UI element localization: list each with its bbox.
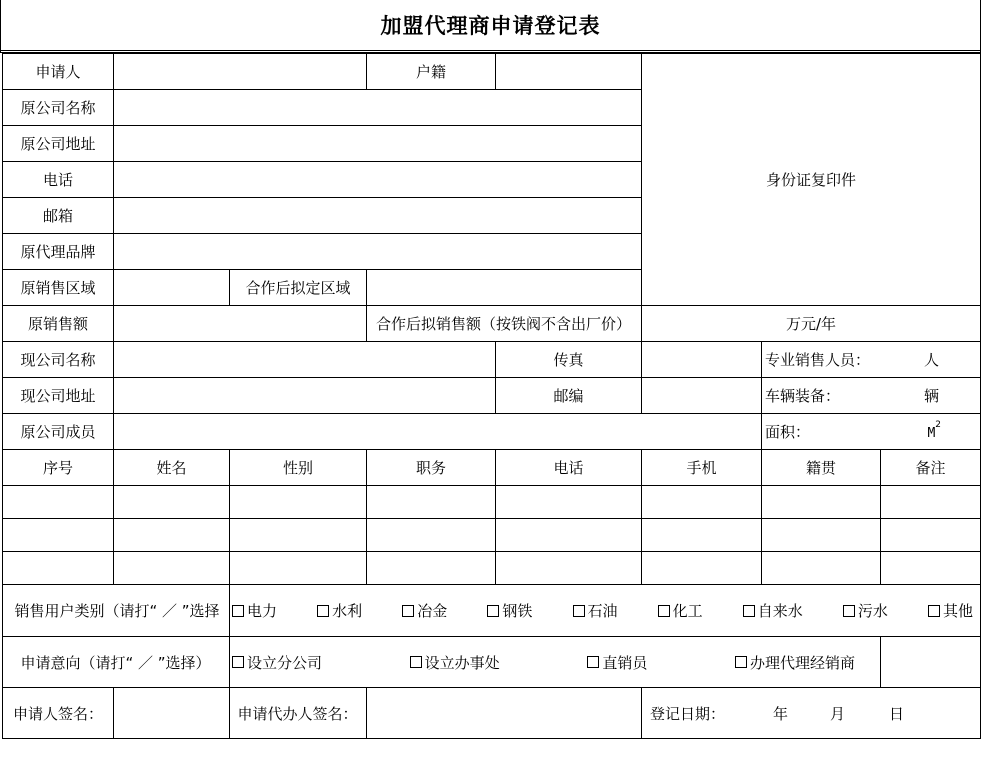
checkbox-icon [232, 605, 244, 617]
reg-date-field[interactable] [642, 688, 981, 739]
applicant-label: 申请人 [3, 54, 114, 90]
member-cell[interactable] [3, 552, 114, 585]
member-cell[interactable] [230, 519, 367, 552]
area-label: 面积： [765, 423, 811, 441]
checkbox-sewage[interactable] [843, 600, 888, 621]
member-row [3, 486, 981, 519]
household-field[interactable] [496, 54, 642, 90]
header-native-place: 籍贯 [762, 450, 881, 486]
member-cell[interactable] [762, 519, 881, 552]
checkbox-petroleum[interactable] [573, 600, 618, 621]
member-cell[interactable] [114, 552, 230, 585]
checkbox-metallurgy[interactable] [402, 600, 447, 621]
vehicles-field[interactable] [762, 378, 981, 414]
postcode-label: 邮编 [496, 378, 642, 414]
option-label: 办理代理经销商 [749, 653, 855, 672]
header-gender: 性别 [230, 450, 367, 486]
member-row [3, 552, 981, 585]
checkbox-icon [232, 656, 244, 668]
member-cell[interactable] [762, 486, 881, 519]
checkbox-water-conservancy[interactable] [317, 600, 362, 621]
option-label: 石油 [587, 602, 618, 620]
checkbox-icon [843, 605, 855, 617]
vehicle-unit: 辆 [924, 387, 940, 405]
agent-sign-field[interactable] [367, 688, 642, 739]
checkbox-chemical[interactable] [658, 600, 703, 621]
header-index: 序号 [3, 450, 114, 486]
household-label: 户籍 [367, 54, 496, 90]
orig-region-field[interactable] [114, 270, 230, 306]
orig-members-field[interactable] [114, 414, 762, 450]
area-field[interactable] [762, 414, 981, 450]
member-cell[interactable] [3, 519, 114, 552]
checkbox-power[interactable] [232, 600, 277, 621]
planned-region-field[interactable] [367, 270, 642, 306]
id-copy-label: 身份证复印件 [766, 171, 857, 189]
member-cell[interactable] [367, 486, 496, 519]
member-cell[interactable] [642, 486, 762, 519]
agent-sign-label: 申请代办人签名： [230, 688, 367, 739]
cur-address-field[interactable] [114, 378, 496, 414]
date-year: 年 [773, 704, 789, 723]
phone-label: 电话 [3, 162, 114, 198]
planned-region-label: 合作后拟定区域 [230, 270, 367, 306]
date-day: 日 [889, 704, 905, 723]
row-cur-company [3, 342, 981, 378]
option-label: 冶金 [417, 602, 448, 620]
orig-sales-field[interactable] [114, 306, 367, 342]
member-cell[interactable] [367, 519, 496, 552]
row-customer-category [3, 585, 981, 637]
orig-brand-label: 原代理品牌 [3, 234, 114, 270]
checkbox-icon [317, 605, 329, 617]
option-label: 其他 [943, 602, 974, 620]
member-table-header [3, 450, 981, 486]
member-cell[interactable] [114, 486, 230, 519]
checkbox-icon [410, 656, 422, 668]
header-name: 姓名 [114, 450, 230, 486]
applicant-sign-label: 申请人签名： [3, 688, 114, 739]
orig-address-label: 原公司地址 [3, 126, 114, 162]
checkbox-icon [402, 605, 414, 617]
fax-label: 传真 [496, 342, 642, 378]
row-orig-members [3, 414, 981, 450]
orig-address-field[interactable] [114, 126, 642, 162]
orig-brand-field[interactable] [114, 234, 642, 270]
title-divider [0, 50, 981, 51]
checkbox-steel[interactable] [487, 600, 532, 621]
option-label: 自来水 [757, 602, 803, 620]
postcode-field[interactable] [642, 378, 762, 414]
checkbox-direct-seller[interactable] [587, 652, 647, 673]
option-label: 污水 [857, 602, 888, 620]
member-cell[interactable] [114, 519, 230, 552]
row-signatures [3, 688, 981, 739]
member-cell[interactable] [230, 486, 367, 519]
area-unit-superscript: 2 [935, 419, 942, 430]
sales-staff-label: 专业销售人员： [765, 351, 871, 369]
orig-sales-label: 原销售额 [3, 306, 114, 342]
intent-extra-field[interactable] [881, 637, 981, 688]
member-cell[interactable] [230, 552, 367, 585]
member-cell[interactable] [3, 486, 114, 519]
checkbox-icon [743, 605, 755, 617]
checkbox-icon [587, 656, 599, 668]
header-mobile: 手机 [642, 450, 762, 486]
vehicles-label: 车辆装备： [765, 387, 841, 405]
area-unit-group [927, 419, 942, 441]
email-field[interactable] [114, 198, 642, 234]
row-cur-address [3, 378, 981, 414]
checkbox-branch-company[interactable] [232, 652, 322, 673]
cur-company-label: 现公司名称 [3, 342, 114, 378]
checkbox-icon [658, 605, 670, 617]
member-cell[interactable] [762, 552, 881, 585]
member-cell[interactable] [496, 519, 642, 552]
orig-region-label: 原销售区域 [3, 270, 114, 306]
member-cell[interactable] [881, 519, 981, 552]
option-label: 设立分公司 [247, 653, 323, 672]
email-label: 邮箱 [3, 198, 114, 234]
area-unit: M [927, 425, 936, 441]
checkbox-icon [735, 656, 747, 668]
checkbox-icon [573, 605, 585, 617]
checkbox-tap-water[interactable] [743, 600, 803, 621]
member-cell[interactable] [496, 552, 642, 585]
sales-staff-field[interactable] [762, 342, 981, 378]
member-cell[interactable] [367, 552, 496, 585]
header-position: 职务 [367, 450, 496, 486]
checkbox-icon [487, 605, 499, 617]
customer-category-options [230, 585, 981, 637]
row-applicant [3, 54, 981, 90]
intent-options [230, 637, 881, 688]
header-phone: 电话 [496, 450, 642, 486]
member-cell[interactable] [642, 552, 762, 585]
applicant-sign-field[interactable] [114, 688, 230, 739]
option-label: 钢铁 [502, 602, 533, 620]
orig-company-label: 原公司名称 [3, 90, 114, 126]
header-remarks: 备注 [881, 450, 981, 486]
member-cell[interactable] [496, 486, 642, 519]
orig-members-label: 原公司成员 [3, 414, 114, 450]
applicant-field[interactable] [114, 54, 367, 90]
staff-unit: 人 [924, 351, 940, 369]
orig-company-field[interactable] [114, 90, 642, 126]
date-month: 月 [830, 704, 846, 723]
phone-field[interactable] [114, 162, 642, 198]
checkbox-icon [928, 605, 940, 617]
option-label: 水利 [332, 602, 363, 620]
row-sales [3, 306, 981, 342]
intent-label: 申请意向（请打“ ／ ”选择） [3, 637, 230, 688]
option-label: 设立办事处 [424, 653, 500, 672]
checkbox-agent-dealer[interactable] [735, 652, 855, 673]
checkbox-office[interactable] [410, 652, 500, 673]
option-label: 电力 [247, 602, 278, 620]
member-cell[interactable] [881, 552, 981, 585]
row-intent [3, 637, 981, 688]
option-label: 化工 [672, 602, 703, 620]
member-cell[interactable] [642, 519, 762, 552]
customer-category-label: 销售用户类别（请打“ ／ ”选择 [3, 585, 230, 637]
checkbox-other[interactable] [928, 600, 973, 621]
sales-unit: 万元/年 [785, 315, 837, 333]
cur-address-label: 现公司地址 [3, 378, 114, 414]
member-cell[interactable] [881, 486, 981, 519]
option-label: 直销员 [602, 653, 648, 672]
reg-date-label: 登记日期： [650, 704, 726, 723]
id-copy-area[interactable] [642, 54, 981, 306]
form-title: 加盟代理商申请登记表 [380, 13, 601, 38]
planned-sales-field[interactable] [642, 306, 981, 342]
application-form-table [2, 53, 981, 739]
cur-company-field[interactable] [114, 342, 496, 378]
fax-field[interactable] [642, 342, 762, 378]
member-row [3, 519, 981, 552]
planned-sales-label: 合作后拟销售额（按铁阀不含出厂价） [367, 306, 642, 342]
